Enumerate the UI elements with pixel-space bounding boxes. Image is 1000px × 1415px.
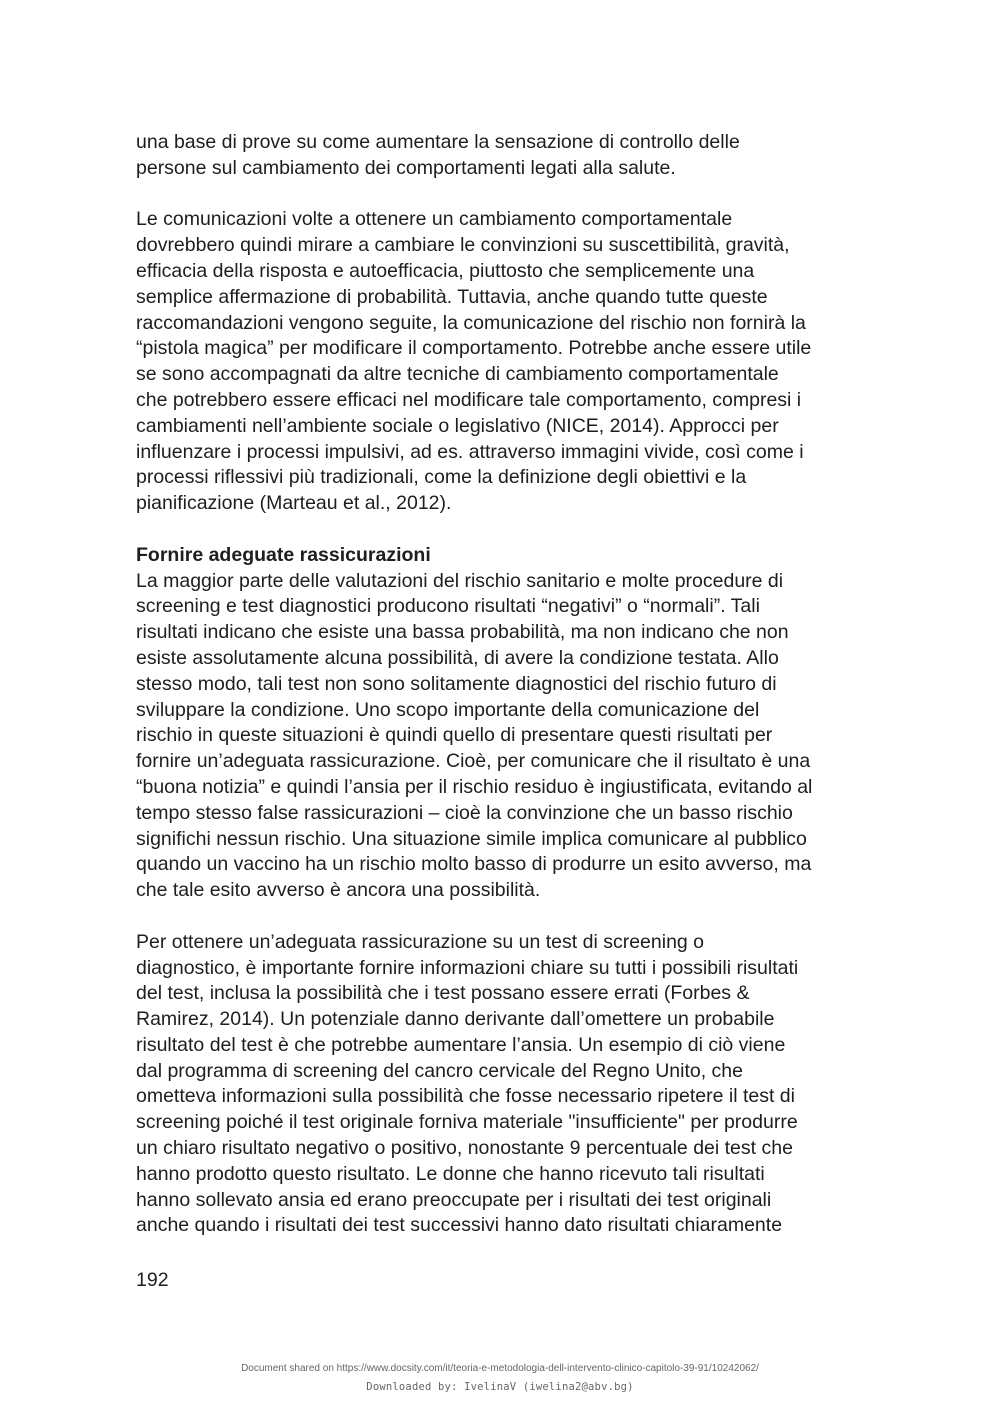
text-line: ometteva informazioni sulla possibilità che fosse necessario ripetere il test di [136,1085,795,1108]
body-paragraph [136,207,871,517]
section-paragraph [136,543,871,904]
text-line: semplice affermazione di probabilità. Tuttavia, anche quando tutte queste [136,285,768,308]
text-line: La maggior parte delle valutazioni del rischio sanitario e molte procedure di [136,569,784,592]
text-line: stesso modo, tali test non sono solitamente diagnostici del rischio futuro di [136,672,777,695]
text-line: screening e test diagnostici producono risultati “negativi” o “normali”. Tali [136,595,760,618]
text-line: sviluppare la condizione. Uno scopo importante della comunicazione del [136,698,760,721]
text-line: “pistola magica” per modificare il comportamento. Potrebbe anche essere utile [136,337,812,360]
text-line: processi riflessivi più tradizionali, come la definizione degli obiettivi e la [136,466,747,489]
text-line: che potrebbero essere efficaci nel modificare tale comportamento, compresi i [136,388,802,411]
paragraph-gap [136,904,871,930]
text-line: Ramirez, 2014). Un potenziale danno derivante dall’omettere un probabile [136,1008,775,1031]
text-column [136,130,871,1239]
text-line: dal programma di screening del cancro cervicale del Regno Unito, che [136,1059,743,1082]
text-line: del test, inclusa la possibilità che i test possano essere errati (Forbes & [136,982,750,1005]
text-line: che tale esito avverso è ancora una possibilità. [136,879,541,902]
text-line: hanno sollevato ansia ed erano preoccupate per i risultati dei test originali [136,1188,772,1211]
text-line: dovrebbero quindi mirare a cambiare le convinzioni su suscettibilità, gravità, [136,234,790,257]
text-line: diagnostico, è importante fornire informazioni chiare su tutti i possibili risultati [136,956,799,979]
section-heading: Fornire adeguate rassicurazioni [136,543,431,566]
body-paragraph [136,930,871,1240]
text-line: raccomandazioni vengono seguite, la comunicazione del rischio non fornirà la [136,311,806,334]
text-line: se sono accompagnati da altre tecniche di cambiamento comportamentale [136,363,779,386]
text-line: quando un vaccino ha un rischio molto basso di produrre un esito avverso, ma [136,853,812,876]
text-line: tempo stesso false rassicurazioni – cioè la convinzione che un basso rischio [136,801,793,824]
text-line: anche quando i risultati dei test successivi hanno dato risultati chiaramente [136,1214,783,1237]
text-line: “buona notizia” e quindi l’ansia per il rischio residuo è ingiustificata, evitando al [136,775,813,798]
text-line: efficacia della risposta e autoefficacia, piuttosto che semplicemente una [136,259,755,282]
body-paragraph [136,130,871,182]
text-line: pianificazione (Marteau et al., 2012). [136,492,452,515]
text-line: cambiamenti nell’ambiente sociale o legislativo (NICE, 2014). Approcci per [136,414,779,437]
text-line: hanno prodotto questo risultato. Le donne che hanno ricevuto tali risultati [136,1162,765,1185]
text-line: screening poiché il test originale forniva materiale "insufficiente" per produrre [136,1111,798,1134]
text-line: persone sul cambiamento dei comportamenti legati alla salute. [136,156,676,179]
text-line: significhi nessun rischio. Una situazione simile implica comunicare al pubblico [136,827,807,850]
text-line: rischio in queste situazioni è quindi quello di presentare questi risultati per [136,724,773,747]
text-line: risultati indicano che esiste una bassa probabilità, ma non indicano che non [136,621,789,644]
text-line: Per ottenere un’adeguata rassicurazione su un test di screening o [136,930,705,953]
text-line: una base di prove su come aumentare la sensazione di controllo delle [136,131,740,153]
paragraph-gap [136,517,871,543]
text-line: esiste assolutamente alcuna possibilità, di avere la condizione testata. Allo [136,646,779,669]
page-number: 192 [136,1269,169,1291]
text-line: fornire un’adeguata rassicurazione. Cioè, per comunicare che il risultato è una [136,750,811,773]
footer-downloaded-by: Downloaded by: IvelinaV (iwelina2@abv.bg) [366,1381,634,1393]
text-line: influenzare i processi impulsivi, ad es. attraverso immagini vivide, così come i [136,440,804,463]
text-line: un chiaro risultato negativo o positivo, nonostante 9 percentuale dei test che [136,1137,793,1160]
text-line: risultato del test è che potrebbe aumentare l’ansia. Un esempio di ciò viene [136,1033,786,1056]
footer-shared-link[interactable]: Document shared on https://www.docsity.com/it/teoria-e-metodologia-dell-intervento-clinico-capitolo-39-91/10242062/ [241,1363,759,1374]
paragraph-gap [136,182,871,208]
text-line: Le comunicazioni volte a ottenere un cambiamento comportamentale [136,208,733,231]
